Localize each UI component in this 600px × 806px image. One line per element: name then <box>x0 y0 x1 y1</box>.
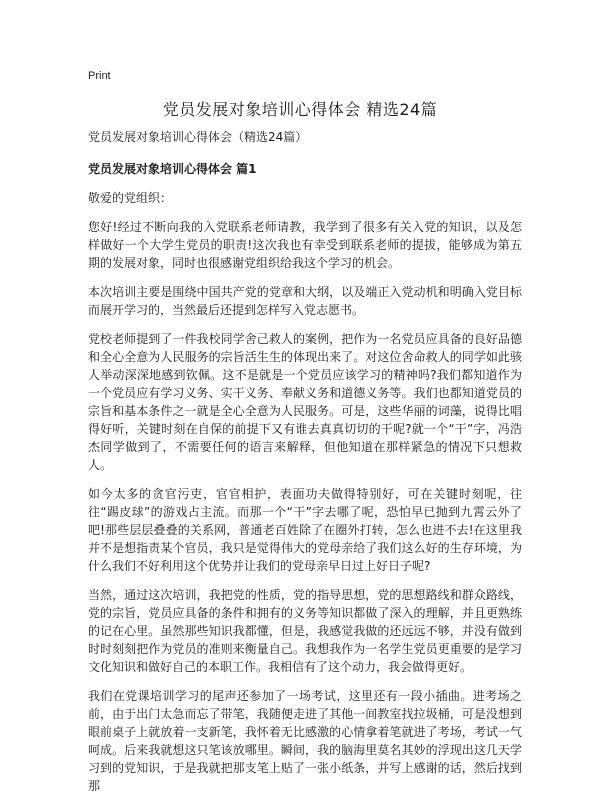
body-paragraph: 如今太多的贪官污吏，官官相护，表面功夫做得特别好，可在关键时刻呢，往往“踢皮球”的游戏占主流。而那一个“干”字去哪了呢，恐怕早已抛到九霄云外了吧!那些层层叠叠的关系网，普通老百姓除了在圈外打转，怎么也进不去!在这里我并不是想指责某个官员，我只是觉得伟大的党母亲给了我们这么好的生存环境，为什么我们不好利用这个优势并让我们的党母亲早日过上好日子呢? <box>88 487 522 573</box>
body-paragraph: 当然，通过这次培训，我把党的性质，党的指导思想，党的思想路线和群众路线，党的宗旨，党员应具备的条件和拥有的义务等知识都做了深入的理解，并且更熟练的记在心里。虽然那些知识我都懂，但是，我感觉我做的还远远不够，并没有做到时时刻刻把作为党员的准则来衡量自己。我想我作为一名学生党员更重要的是学习文化知识和做好自己的本职工作。我相信有了这个动力，我会做得更好。 <box>88 588 522 674</box>
print-label: Print <box>88 70 111 82</box>
document-subtitle: 党员发展对象培训心得体会（精选24篇） <box>88 130 308 144</box>
greeting-line: 敬爱的党组织： <box>88 191 173 205</box>
document-body <box>88 128 522 806</box>
body-paragraph: 本次培训主要是围绕中国共产党的党章和大纲，以及端正入党动机和明确入党目标而展开学习的，当然最后还提到怎样写入党志愿书。 <box>88 285 522 317</box>
section-heading: 党员发展对象培训心得体会 篇1 <box>88 162 257 176</box>
body-paragraph: 您好!经过不断向我的入党联系老师请教，我学到了很多有关入党的知识，以及怎样做好一个大学生党员的职责!这次我也有幸受到联系老师的提拔，能够成为第五期的发展对象，同时也很感谢党组织给我这个学习的机会。 <box>88 220 522 270</box>
body-paragraph: 我们在党课培训学习的尾声还参加了一场考试，这里还有一段小插曲。进考场之前，由于出门太急而忘了带笔，我随便走进了其他一间教室找拉圾桶，可是没想到眼前桌子上就放着一支新笔，我怀着无比感激的心情拿着笔就进了考场，考试一气呵成。后来我就想这只笔该放哪里。瞬间，我的脑海里莫名其妙的浮现出这几天学习到的党知识，于是我就把那支笔上贴了一张小纸条，并写上感谢的话，然后找到那 <box>88 689 522 793</box>
body-paragraph: 党校老师提到了一件我校同学舍己救人的案例，把作为一名党员应具备的良好品德和全心全意为人民服务的宗旨活生生的体现出来了。对这位舍命救人的同学如此骇人举动深深地感到钦佩。这不是就是一个党员应该学习的精神吗?我们都知道作为一个党员应有学习义务、实干义务、奉献义务和道德义务等。我们也都知道党员的宗旨和基本条件之一就是全心全意为人民服务。可是，这些华丽的词藻，说得比唱得好听，关键时刻在自保的前提下又有谁去真真切切的干呢?就一个“干”字，冯浩杰同学做到了，不需要任何的语言来解释，但他知道在那样紧急的情况下只想救人。 <box>88 332 522 472</box>
page-title: 党员发展对象培训心得体会 精选24篇 <box>162 100 438 119</box>
